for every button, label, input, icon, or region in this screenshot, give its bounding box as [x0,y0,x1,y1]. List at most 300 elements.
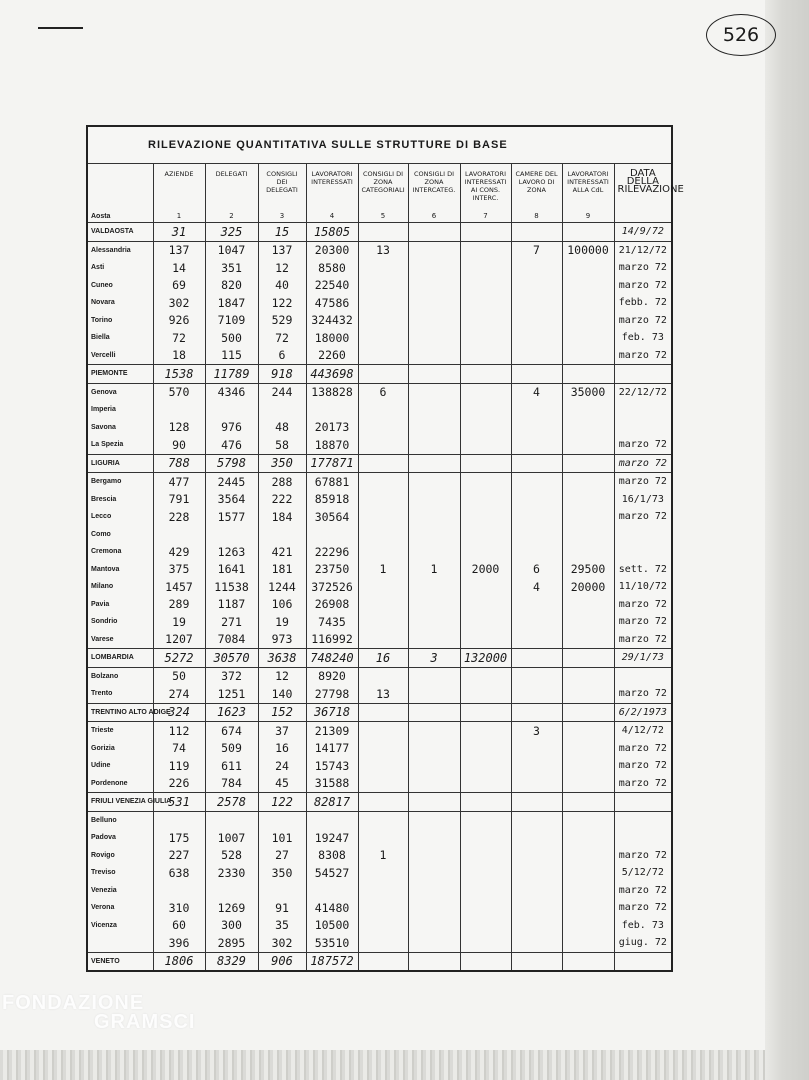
cell-col-8 [511,223,562,242]
cell-col-7 [460,793,511,812]
cell-col-6 [408,329,460,347]
row-label: TRENTINO ALTO ADIGE [87,703,153,722]
cell-col-9 [562,899,614,917]
cell-col-2: 2330 [205,864,258,882]
cell-col-9 [562,294,614,312]
cell-col-8 [511,613,562,631]
cell-col-2: 8329 [205,952,258,971]
cell-col-5: 5 [358,210,408,223]
cell-col-5 [358,543,408,561]
cell-col-1: 788 [153,454,205,473]
cell-col-6 [408,543,460,561]
cell-col-4: 21309 [306,722,358,740]
cell-col-8 [511,847,562,865]
cell-col-7 [460,722,511,740]
scan-noise [0,1050,765,1080]
cell-col-8: 8 [511,210,562,223]
cell-col-1: 477 [153,473,205,491]
cell-col-8 [511,491,562,509]
cell-col-7 [460,365,511,384]
cell-col-10: 16/1/73 [614,491,672,509]
cell-col-1: 926 [153,312,205,330]
cell-col-9 [562,365,614,384]
region-total-row [87,952,672,971]
cell-col-7: 2000 [460,561,511,579]
cell-col-7 [460,419,511,437]
row-label: Trento [87,685,153,703]
cell-col-6 [408,578,460,596]
cell-col-8 [511,882,562,900]
cell-col-1: 1806 [153,952,205,971]
cell-col-7 [460,401,511,419]
row-label: Udine [87,757,153,775]
cell-col-9 [562,722,614,740]
cell-col-9 [562,811,614,829]
cell-col-7 [460,952,511,971]
cell-col-9 [562,508,614,526]
cell-col-4: 19247 [306,829,358,847]
cell-col-10: marzo 72 [614,775,672,793]
table-row [87,847,672,865]
row-label: Belluno [87,811,153,829]
cell-col-6 [408,526,460,544]
table-row [87,383,672,401]
cell-col-4: 8920 [306,667,358,685]
cell-col-8 [511,473,562,491]
cell-col-5 [358,277,408,295]
row-label: Trieste [87,722,153,740]
region-total-row [87,365,672,384]
row-label: Varese [87,631,153,649]
cell-col-9 [562,847,614,865]
cell-col-4: 177871 [306,454,358,473]
cell-col-6 [408,277,460,295]
cell-col-8 [511,667,562,685]
cell-col-3 [258,526,306,544]
cell-col-3: 16 [258,740,306,758]
cell-col-2: 2 [205,210,258,223]
cell-col-2 [205,811,258,829]
cell-col-4: 2260 [306,347,358,365]
table-row [87,829,672,847]
cell-col-1: 119 [153,757,205,775]
cell-col-6 [408,294,460,312]
cell-col-3: 137 [258,241,306,259]
cell-col-6 [408,365,460,384]
cell-col-10: marzo 72 [614,613,672,631]
cell-col-8 [511,526,562,544]
cell-col-4: 23750 [306,561,358,579]
cell-col-7 [460,294,511,312]
table-row [87,401,672,419]
cell-col-1: 1538 [153,365,205,384]
cell-col-4: 20173 [306,419,358,437]
cell-col-5 [358,259,408,277]
cell-col-7 [460,241,511,259]
cell-col-7 [460,454,511,473]
cell-col-8 [511,312,562,330]
row-label: Treviso [87,864,153,882]
table-row [87,631,672,649]
table-row [87,740,672,758]
cell-col-6 [408,631,460,649]
cell-col-10: marzo 72 [614,685,672,703]
cell-col-8 [511,347,562,365]
cell-col-7 [460,473,511,491]
row-label: Gorizia [87,740,153,758]
cell-col-1: 570 [153,383,205,401]
cell-col-5 [358,436,408,454]
cell-col-7 [460,347,511,365]
cell-col-10: marzo 72 [614,259,672,277]
cell-col-5 [358,613,408,631]
row-label [87,164,153,211]
cell-col-5 [358,882,408,900]
table-row [87,526,672,544]
row-label: Savona [87,419,153,437]
table-row [87,312,672,330]
cell-col-10: 29/1/73 [614,649,672,668]
cell-col-3: 35 [258,917,306,935]
row-label: Sondrio [87,613,153,631]
row-label: Bergamo [87,473,153,491]
cell-col-4: 30564 [306,508,358,526]
row-label: Cremona [87,543,153,561]
cell-col-5 [358,508,408,526]
row-label: Milano [87,578,153,596]
cell-col-2: 30570 [205,649,258,668]
cell-col-9 [562,526,614,544]
cell-col-2: 500 [205,329,258,347]
cell-col-7 [460,526,511,544]
cell-col-4: 53510 [306,934,358,952]
cell-col-4: 8580 [306,259,358,277]
cell-col-6 [408,757,460,775]
cell-col-10 [614,952,672,971]
cell-col-7 [460,631,511,649]
cell-col-5 [358,703,408,722]
cell-col-9 [562,223,614,242]
cell-col-6 [408,347,460,365]
table-row [87,811,672,829]
table-row [87,347,672,365]
row-label: Aosta [87,210,153,223]
cell-col-8 [511,793,562,812]
cell-col-6 [408,596,460,614]
cell-col-3: 6 [258,347,306,365]
cell-col-10 [614,526,672,544]
cell-col-2: 674 [205,722,258,740]
region-total-row [87,454,672,473]
cell-col-9 [562,882,614,900]
cell-col-3: 101 [258,829,306,847]
cell-col-3: 152 [258,703,306,722]
table-row [87,899,672,917]
table-row [87,543,672,561]
row-label: Cuneo [87,277,153,295]
cell-col-7 [460,277,511,295]
cell-col-9 [562,543,614,561]
cell-col-5 [358,294,408,312]
cell-col-3: 12 [258,667,306,685]
row-label: VALDAOSTA [87,223,153,242]
cell-col-4: 18870 [306,436,358,454]
cell-col-2: 509 [205,740,258,758]
cell-col-2: 1269 [205,899,258,917]
cell-col-6 [408,473,460,491]
cell-col-10: marzo 72 [614,882,672,900]
cell-col-8 [511,829,562,847]
cell-col-3: 72 [258,329,306,347]
cell-col-5 [358,223,408,242]
cell-col-9 [562,703,614,722]
cell-col-9 [562,347,614,365]
cell-col-10: 4/12/72 [614,722,672,740]
cell-col-6 [408,775,460,793]
table-row [87,419,672,437]
cell-col-9 [562,613,614,631]
cell-col-4: 18000 [306,329,358,347]
cell-col-3: 122 [258,294,306,312]
table-row [87,882,672,900]
page-edge [765,0,809,1080]
cell-col-4: 116992 [306,631,358,649]
cell-col-10: marzo 72 [614,454,672,473]
cell-col-2: 372 [205,667,258,685]
cell-col-1: 531 [153,793,205,812]
table-row [87,473,672,491]
cell-col-8 [511,685,562,703]
row-label: Lecco [87,508,153,526]
table-row [87,934,672,952]
cell-col-7 [460,508,511,526]
cell-col-6: CONSIGLI DI ZONA INTERCATEG. [408,164,460,211]
table-row [87,685,672,703]
title-row [87,126,672,164]
cell-col-3 [258,401,306,419]
cell-col-4: 14177 [306,740,358,758]
cell-col-4: 443698 [306,365,358,384]
cell-col-3: 350 [258,454,306,473]
cell-col-10: marzo 72 [614,277,672,295]
cell-col-9 [562,419,614,437]
cell-col-1: 137 [153,241,205,259]
table-row [87,864,672,882]
cell-col-8: 6 [511,561,562,579]
cell-col-1: 310 [153,899,205,917]
cell-col-2: 1047 [205,241,258,259]
cell-col-3: 3 [258,210,306,223]
cell-col-4: 82817 [306,793,358,812]
cell-col-10 [614,667,672,685]
cell-col-6 [408,882,460,900]
cell-col-9 [562,473,614,491]
cell-col-6 [408,917,460,935]
row-label: Biella [87,329,153,347]
cell-col-8 [511,294,562,312]
row-label [87,934,153,952]
cell-col-4: 187572 [306,952,358,971]
cell-col-8 [511,508,562,526]
cell-col-9 [562,952,614,971]
cell-col-7 [460,829,511,847]
row-label: Como [87,526,153,544]
cell-col-3 [258,811,306,829]
row-label: Alessandria [87,241,153,259]
cell-col-2: 351 [205,259,258,277]
cell-col-8 [511,454,562,473]
cell-col-6 [408,722,460,740]
cell-col-4: 7435 [306,613,358,631]
cell-col-9 [562,631,614,649]
cell-col-9 [562,259,614,277]
region-total-row [87,793,672,812]
cell-col-9 [562,454,614,473]
cell-col-4 [306,882,358,900]
table-row [87,757,672,775]
cell-col-7 [460,685,511,703]
cell-col-4: 20300 [306,241,358,259]
cell-col-10 [614,793,672,812]
cell-col-6 [408,241,460,259]
cell-col-10: 14/9/72 [614,223,672,242]
cell-col-3: 184 [258,508,306,526]
cell-col-10: marzo 72 [614,631,672,649]
cell-col-2: 1641 [205,561,258,579]
cell-col-10: febb. 72 [614,294,672,312]
cell-col-8 [511,259,562,277]
cell-col-6 [408,847,460,865]
row-label: Mantova [87,561,153,579]
cell-col-4: 15743 [306,757,358,775]
cell-col-1: 1457 [153,578,205,596]
cell-col-10 [614,210,672,223]
cell-col-10: 5/12/72 [614,864,672,882]
cell-col-10: marzo 72 [614,312,672,330]
cell-col-9 [562,401,614,419]
cell-col-1: 227 [153,847,205,865]
cell-col-9: 9 [562,210,614,223]
cell-col-5 [358,419,408,437]
cell-col-7 [460,329,511,347]
cell-col-10: marzo 72 [614,847,672,865]
cell-col-3: 3638 [258,649,306,668]
row-label: LIGURIA [87,454,153,473]
cell-col-6 [408,223,460,242]
cell-col-1: 69 [153,277,205,295]
cell-col-5 [358,917,408,935]
cell-col-7 [460,543,511,561]
cell-col-1: 226 [153,775,205,793]
cell-col-6 [408,454,460,473]
cell-col-5 [358,526,408,544]
cell-col-2: 820 [205,277,258,295]
table-title: RILEVAZIONE QUANTITATIVA SULLE STRUTTURE DI BASE [87,126,672,164]
cell-col-1: 228 [153,508,205,526]
table-row [87,329,672,347]
cell-col-2: 300 [205,917,258,935]
cell-col-2: 528 [205,847,258,865]
table-row [87,613,672,631]
cell-col-7 [460,847,511,865]
cell-col-8 [511,775,562,793]
cell-col-5 [358,667,408,685]
cell-col-3: 973 [258,631,306,649]
cell-col-7 [460,882,511,900]
cell-col-9: 35000 [562,383,614,401]
survey-table [86,125,684,972]
cell-col-7 [460,312,511,330]
cell-col-6: 3 [408,649,460,668]
cell-col-2: 1251 [205,685,258,703]
cell-col-2: 271 [205,613,258,631]
cell-col-2: DELEGATI [205,164,258,211]
cell-col-6: 1 [408,561,460,579]
cell-col-9 [562,649,614,668]
cell-col-10: 21/12/72 [614,241,672,259]
cell-col-7: 7 [460,210,511,223]
cell-col-7 [460,740,511,758]
cell-col-10: marzo 72 [614,596,672,614]
cell-col-4: 372526 [306,578,358,596]
cell-col-6 [408,667,460,685]
cell-col-3 [258,882,306,900]
cell-col-8 [511,631,562,649]
cell-col-3: 244 [258,383,306,401]
cell-col-2: 5798 [205,454,258,473]
cell-col-5 [358,312,408,330]
row-label: FRIULI VENEZIA GIULIA [87,793,153,812]
cell-col-7 [460,259,511,277]
cell-col-10 [614,365,672,384]
row-label: LOMBARDIA [87,649,153,668]
cell-col-6 [408,613,460,631]
cell-col-3: 918 [258,365,306,384]
cell-col-2: 976 [205,419,258,437]
cell-col-2: 11789 [205,365,258,384]
cell-col-1: 128 [153,419,205,437]
cell-col-4: 26908 [306,596,358,614]
cell-col-1: 324 [153,703,205,722]
cell-col-5 [358,473,408,491]
cell-col-2: 1263 [205,543,258,561]
cell-col-1: 274 [153,685,205,703]
cell-col-1 [153,526,205,544]
cell-col-2: 3564 [205,491,258,509]
cell-col-10: 6/2/1973 [614,703,672,722]
cell-col-9 [562,757,614,775]
row-label: La Spezia [87,436,153,454]
cell-col-2: 7084 [205,631,258,649]
row-label: Brescia [87,491,153,509]
cell-col-8 [511,401,562,419]
cell-col-3: 222 [258,491,306,509]
cell-col-7: LAVORATORI INTERESSATI AI CONS. INTERC. [460,164,511,211]
cell-col-9: LAVORATORI INTERESSATI ALLA CdL [562,164,614,211]
cell-col-10 [614,419,672,437]
row-label: Genova [87,383,153,401]
cell-col-4: 85918 [306,491,358,509]
row-label: Pordenone [87,775,153,793]
cell-col-5 [358,401,408,419]
cell-col-5 [358,454,408,473]
table-row [87,241,672,259]
cell-col-7 [460,775,511,793]
cell-col-3: 48 [258,419,306,437]
cell-col-5 [358,740,408,758]
cell-col-3: 45 [258,775,306,793]
cell-col-10: 22/12/72 [614,383,672,401]
